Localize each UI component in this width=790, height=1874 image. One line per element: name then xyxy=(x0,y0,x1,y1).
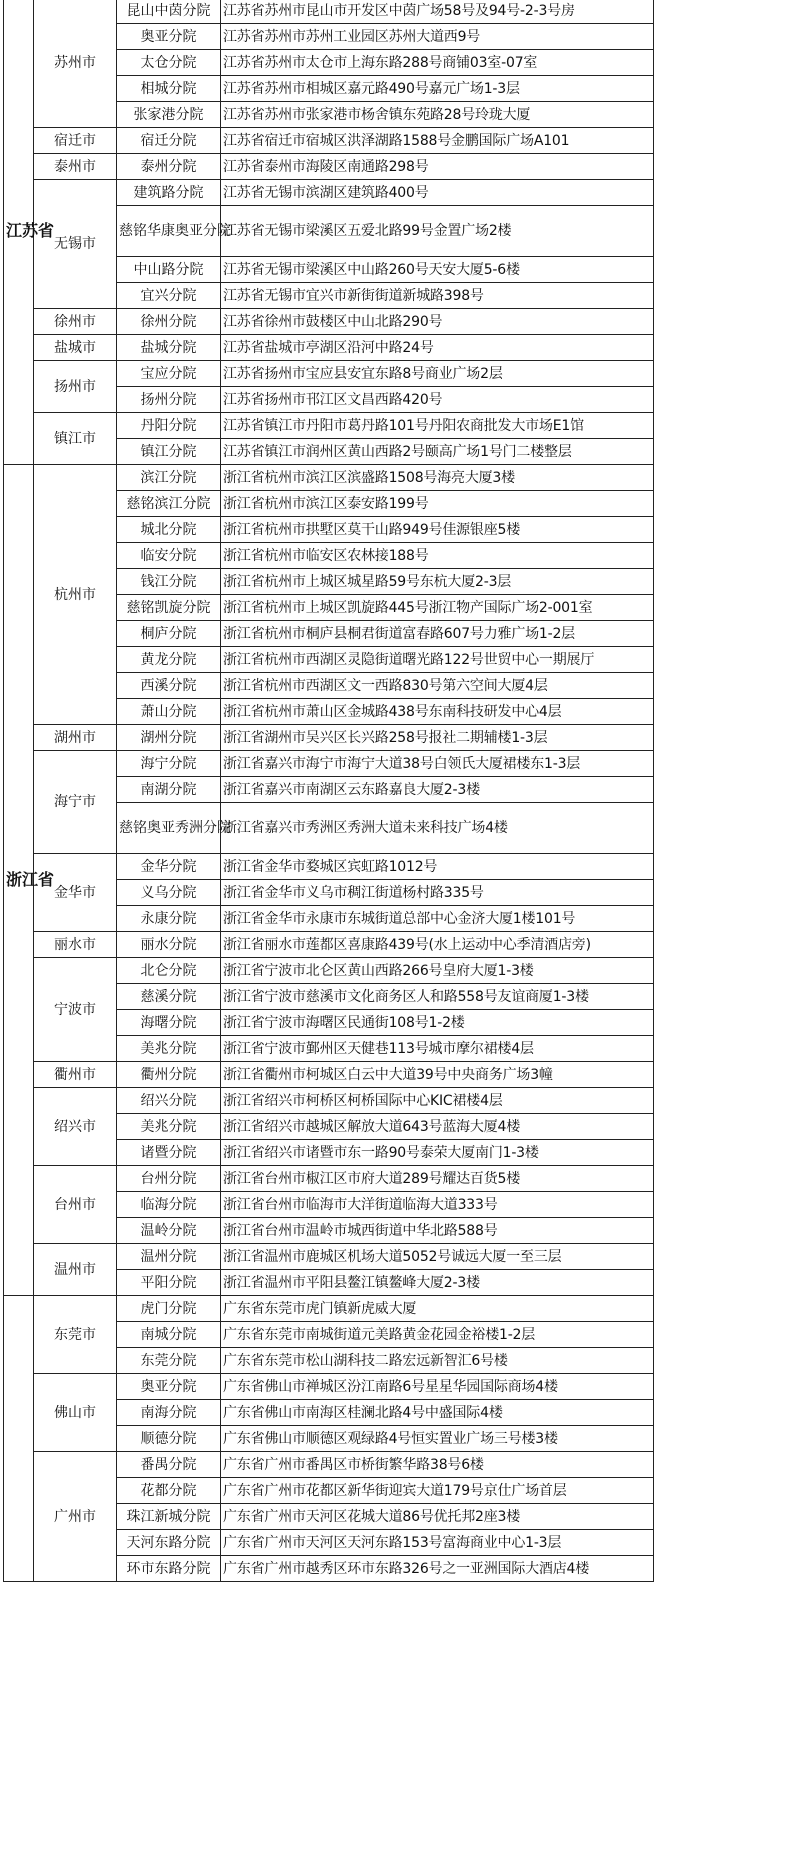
branch-name-cell: 海曙分院 xyxy=(117,1010,221,1036)
table-row xyxy=(4,1088,654,1114)
branch-address-cell: 江苏省镇江市润州区黄山西路2号颐高广场1号门二楼整层 xyxy=(221,439,654,465)
branch-address-cell: 浙江省嘉兴市海宁市海宁大道38号白领氏大厦裙楼东1-3层 xyxy=(221,751,654,777)
branch-address-cell: 江苏省扬州市邗江区文昌西路420号 xyxy=(221,387,654,413)
branch-name-cell: 滨江分院 xyxy=(117,465,221,491)
branch-address-cell: 浙江省金华市婺城区宾虹路1012号 xyxy=(221,854,654,880)
branch-name-cell: 美兆分院 xyxy=(117,1114,221,1140)
city-cell: 台州市 xyxy=(34,1166,117,1244)
table-row xyxy=(4,1062,654,1088)
branch-address-cell: 浙江省杭州市上城区凯旋路445号浙江物产国际广场2-001室 xyxy=(221,595,654,621)
branch-address-cell: 浙江省绍兴市柯桥区柯桥国际中心KIC裙楼4层 xyxy=(221,1088,654,1114)
branch-address-cell: 广东省佛山市禅城区汾江南路6号星星华园国际商场4楼 xyxy=(221,1374,654,1400)
branch-address-cell: 浙江省杭州市上城区城星路59号东杭大厦2-3层 xyxy=(221,569,654,595)
branch-name-cell: 西溪分院 xyxy=(117,673,221,699)
branch-name-cell: 永康分院 xyxy=(117,906,221,932)
branch-address-cell: 浙江省宁波市慈溪市文化商务区人和路558号友谊商厦1-3楼 xyxy=(221,984,654,1010)
branch-address-cell: 浙江省嘉兴市南湖区云东路嘉良大厦2-3楼 xyxy=(221,777,654,803)
branch-name-cell: 泰州分院 xyxy=(117,154,221,180)
branch-name-cell: 宝应分院 xyxy=(117,361,221,387)
branch-address-cell: 浙江省嘉兴市秀洲区秀洲大道未来科技广场4楼 xyxy=(221,803,654,854)
branch-name-cell: 绍兴分院 xyxy=(117,1088,221,1114)
branch-address-cell: 江苏省盐城市亭湖区沿河中路24号 xyxy=(221,335,654,361)
branch-name-cell: 太仓分院 xyxy=(117,50,221,76)
table-row xyxy=(4,335,654,361)
branch-name-cell: 黄龙分院 xyxy=(117,647,221,673)
branch-name-cell: 番禺分院 xyxy=(117,1452,221,1478)
branch-address-cell: 浙江省金华市义乌市稠江街道杨村路335号 xyxy=(221,880,654,906)
table-row xyxy=(4,465,654,491)
branch-name-cell: 珠江新城分院 xyxy=(117,1504,221,1530)
branch-name-cell: 湖州分院 xyxy=(117,725,221,751)
city-cell: 温州市 xyxy=(34,1244,117,1296)
branch-address-cell: 广东省东莞市南城街道元美路黄金花园金裕楼1-2层 xyxy=(221,1322,654,1348)
branch-name-cell: 台州分院 xyxy=(117,1166,221,1192)
city-cell: 无锡市 xyxy=(34,180,117,309)
branch-address-cell: 广东省广州市花都区新华街迎宾大道179号京仕广场首层 xyxy=(221,1478,654,1504)
branch-name-cell: 桐庐分院 xyxy=(117,621,221,647)
branch-name-cell: 南城分院 xyxy=(117,1322,221,1348)
city-cell: 东莞市 xyxy=(34,1296,117,1374)
city-cell: 广州市 xyxy=(34,1452,117,1582)
city-cell: 宿迁市 xyxy=(34,128,117,154)
branch-address-cell: 广东省广州市越秀区环市东路326号之一亚洲国际大酒店4楼 xyxy=(221,1556,654,1582)
table-row xyxy=(4,309,654,335)
branch-address-cell: 江苏省无锡市梁溪区五爱北路99号金置广场2楼 xyxy=(221,206,654,257)
branch-name-cell: 临海分院 xyxy=(117,1192,221,1218)
city-cell: 衢州市 xyxy=(34,1062,117,1088)
table-row xyxy=(4,1166,654,1192)
branch-address-cell: 江苏省无锡市滨湖区建筑路400号 xyxy=(221,180,654,206)
city-cell: 金华市 xyxy=(34,854,117,932)
table-row xyxy=(4,154,654,180)
branch-address-cell: 浙江省杭州市临安区农林接188号 xyxy=(221,543,654,569)
city-cell: 镇江市 xyxy=(34,413,117,465)
branch-name-cell: 温岭分院 xyxy=(117,1218,221,1244)
branch-address-cell: 浙江省宁波市北仑区黄山西路266号皇府大厦1-3楼 xyxy=(221,958,654,984)
city-cell: 苏州市 xyxy=(34,0,117,128)
branch-name-cell: 顺德分院 xyxy=(117,1426,221,1452)
branch-address-cell: 浙江省丽水市莲都区喜康路439号(水上运动中心季清酒店旁) xyxy=(221,932,654,958)
branch-address-cell: 浙江省台州市临海市大洋街道临海大道333号 xyxy=(221,1192,654,1218)
branch-name-cell: 义乌分院 xyxy=(117,880,221,906)
table-row xyxy=(4,1452,654,1478)
branch-name-cell: 北仑分院 xyxy=(117,958,221,984)
branch-name-cell: 天河东路分院 xyxy=(117,1530,221,1556)
branch-address-cell: 浙江省绍兴市诸暨市东一路90号泰荣大厦南门1-3楼 xyxy=(221,1140,654,1166)
branch-address-cell: 浙江省杭州市西湖区灵隐街道曙光路122号世贸中心一期展厅 xyxy=(221,647,654,673)
branch-address-cell: 浙江省杭州市西湖区文一西路830号第六空间大厦4层 xyxy=(221,673,654,699)
branch-name-cell: 东莞分院 xyxy=(117,1348,221,1374)
branch-address-cell: 浙江省杭州市滨江区滨盛路1508号海亮大厦3楼 xyxy=(221,465,654,491)
branch-address-cell: 江苏省无锡市宜兴市新街街道新城路398号 xyxy=(221,283,654,309)
branch-name-cell: 诸暨分院 xyxy=(117,1140,221,1166)
table-row xyxy=(4,958,654,984)
branch-name-cell: 建筑路分院 xyxy=(117,180,221,206)
branch-name-cell: 相城分院 xyxy=(117,76,221,102)
province-cell: 浙江省 xyxy=(4,465,34,1296)
branch-address-cell: 江苏省苏州市昆山市开发区中茵广场58号及94号-2-3号房 xyxy=(221,0,654,24)
branch-address-cell: 浙江省台州市椒江区市府大道289号耀达百货5楼 xyxy=(221,1166,654,1192)
branch-name-cell: 衢州分院 xyxy=(117,1062,221,1088)
branch-address-cell: 浙江省杭州市滨江区泰安路199号 xyxy=(221,491,654,517)
table-row xyxy=(4,413,654,439)
branch-name-cell: 宿迁分院 xyxy=(117,128,221,154)
table-row xyxy=(4,751,654,777)
branch-name-cell: 平阳分院 xyxy=(117,1270,221,1296)
branch-name-cell: 丽水分院 xyxy=(117,932,221,958)
branch-name-cell: 慈铭凯旋分院 xyxy=(117,595,221,621)
branch-name-cell: 奥亚分院 xyxy=(117,1374,221,1400)
table-row xyxy=(4,1374,654,1400)
city-cell: 扬州市 xyxy=(34,361,117,413)
branch-address-cell: 浙江省杭州市萧山区金城路438号东南科技研发中心4层 xyxy=(221,699,654,725)
branch-address-cell: 广东省广州市天河区天河东路153号富海商业中心1-3层 xyxy=(221,1530,654,1556)
table-row xyxy=(4,0,654,24)
branch-address-cell: 广东省佛山市南海区桂澜北路4号中盛国际4楼 xyxy=(221,1400,654,1426)
table-row xyxy=(4,1296,654,1322)
city-cell: 盐城市 xyxy=(34,335,117,361)
branch-name-cell: 温州分院 xyxy=(117,1244,221,1270)
city-cell: 绍兴市 xyxy=(34,1088,117,1166)
province-cell: 江苏省 xyxy=(4,0,34,465)
branch-name-cell: 花都分院 xyxy=(117,1478,221,1504)
city-cell: 泰州市 xyxy=(34,154,117,180)
branch-address-cell: 浙江省杭州市桐庐县桐君街道富春路607号力雅广场1-2层 xyxy=(221,621,654,647)
branch-address-cell: 江苏省无锡市梁溪区中山路260号天安大厦5-6楼 xyxy=(221,257,654,283)
province-cell xyxy=(4,1296,34,1582)
branch-address-table xyxy=(3,0,654,1582)
branch-name-cell: 奥亚分院 xyxy=(117,24,221,50)
branch-address-cell: 浙江省宁波市海曙区民通街108号1-2楼 xyxy=(221,1010,654,1036)
branch-name-cell: 宜兴分院 xyxy=(117,283,221,309)
branch-name-cell: 城北分院 xyxy=(117,517,221,543)
branch-name-cell: 慈铭滨江分院 xyxy=(117,491,221,517)
branch-name-cell: 张家港分院 xyxy=(117,102,221,128)
branch-address-cell: 江苏省镇江市丹阳市葛丹路101号丹阳农商批发大市场E1馆 xyxy=(221,413,654,439)
branch-address-cell: 浙江省杭州市拱墅区莫干山路949号佳源银座5楼 xyxy=(221,517,654,543)
branch-name-cell: 南海分院 xyxy=(117,1400,221,1426)
city-cell: 湖州市 xyxy=(34,725,117,751)
branch-address-cell: 江苏省扬州市宝应县安宜东路8号商业广场2层 xyxy=(221,361,654,387)
branch-name-cell: 海宁分院 xyxy=(117,751,221,777)
branch-address-cell: 浙江省温州市平阳县鳌江镇鳌峰大厦2-3楼 xyxy=(221,1270,654,1296)
table-row xyxy=(4,854,654,880)
branch-name-cell: 扬州分院 xyxy=(117,387,221,413)
branch-name-cell: 金华分院 xyxy=(117,854,221,880)
table-row xyxy=(4,1244,654,1270)
table-row xyxy=(4,128,654,154)
branch-address-cell: 江苏省泰州市海陵区南通路298号 xyxy=(221,154,654,180)
branch-name-cell: 南湖分院 xyxy=(117,777,221,803)
branch-name-cell: 徐州分院 xyxy=(117,309,221,335)
branch-name-cell: 盐城分院 xyxy=(117,335,221,361)
branch-address-cell: 广东省东莞市松山湖科技二路宏远新智汇6号楼 xyxy=(221,1348,654,1374)
branch-name-cell: 临安分院 xyxy=(117,543,221,569)
table-row xyxy=(4,932,654,958)
branch-name-cell: 萧山分院 xyxy=(117,699,221,725)
branch-name-cell: 慈溪分院 xyxy=(117,984,221,1010)
city-cell: 宁波市 xyxy=(34,958,117,1062)
branch-name-cell: 美兆分院 xyxy=(117,1036,221,1062)
branch-name-cell: 虎门分院 xyxy=(117,1296,221,1322)
branch-address-cell: 浙江省湖州市吴兴区长兴路258号报社二期辅楼1-3层 xyxy=(221,725,654,751)
branch-address-cell: 浙江省绍兴市越城区解放大道643号蓝海大厦4楼 xyxy=(221,1114,654,1140)
city-cell: 杭州市 xyxy=(34,465,117,725)
branch-name-cell: 环市东路分院 xyxy=(117,1556,221,1582)
branch-address-cell: 江苏省徐州市鼓楼区中山北路290号 xyxy=(221,309,654,335)
branch-address-cell: 广东省东莞市虎门镇新虎威大厦 xyxy=(221,1296,654,1322)
branch-address-cell: 江苏省苏州市太仓市上海东路288号商铺03室-07室 xyxy=(221,50,654,76)
branch-address-cell: 广东省广州市天河区花城大道86号优托邦2座3楼 xyxy=(221,1504,654,1530)
branch-address-cell: 广东省广州市番禺区市桥街繁华路38号6楼 xyxy=(221,1452,654,1478)
branch-address-cell: 浙江省金华市永康市东城街道总部中心金济大厦1楼101号 xyxy=(221,906,654,932)
branch-address-cell: 广东省佛山市顺德区观绿路4号恒实置业广场三号楼3楼 xyxy=(221,1426,654,1452)
branch-name-cell: 慈铭华康奥亚分院 xyxy=(117,206,221,257)
table-row xyxy=(4,725,654,751)
city-cell: 丽水市 xyxy=(34,932,117,958)
branch-name-cell: 昆山中茵分院 xyxy=(117,0,221,24)
branch-address-cell: 浙江省台州市温岭市城西街道中华北路588号 xyxy=(221,1218,654,1244)
table-row xyxy=(4,361,654,387)
branch-address-cell: 浙江省衢州市柯城区白云中大道39号中央商务广场3幢 xyxy=(221,1062,654,1088)
branch-address-cell: 江苏省苏州市张家港市杨舍镇东苑路28号玲珑大厦 xyxy=(221,102,654,128)
branch-address-cell: 江苏省苏州市相城区嘉元路490号嘉元广场1-3层 xyxy=(221,76,654,102)
table-row xyxy=(4,180,654,206)
branch-name-cell: 慈铭奥亚秀洲分院 xyxy=(117,803,221,854)
city-cell: 海宁市 xyxy=(34,751,117,854)
branch-address-cell: 江苏省苏州市苏州工业园区苏州大道西9号 xyxy=(221,24,654,50)
city-cell: 徐州市 xyxy=(34,309,117,335)
branch-address-cell: 浙江省宁波市鄞州区天健巷113号城市摩尔裙楼4层 xyxy=(221,1036,654,1062)
branch-address-cell: 浙江省温州市鹿城区机场大道5052号诚远大厦一至三层 xyxy=(221,1244,654,1270)
branch-name-cell: 中山路分院 xyxy=(117,257,221,283)
branch-name-cell: 钱江分院 xyxy=(117,569,221,595)
city-cell: 佛山市 xyxy=(34,1374,117,1452)
branch-name-cell: 丹阳分院 xyxy=(117,413,221,439)
branch-address-cell: 江苏省宿迁市宿城区洪泽湖路1588号金鹏国际广场A101 xyxy=(221,128,654,154)
branch-name-cell: 镇江分院 xyxy=(117,439,221,465)
